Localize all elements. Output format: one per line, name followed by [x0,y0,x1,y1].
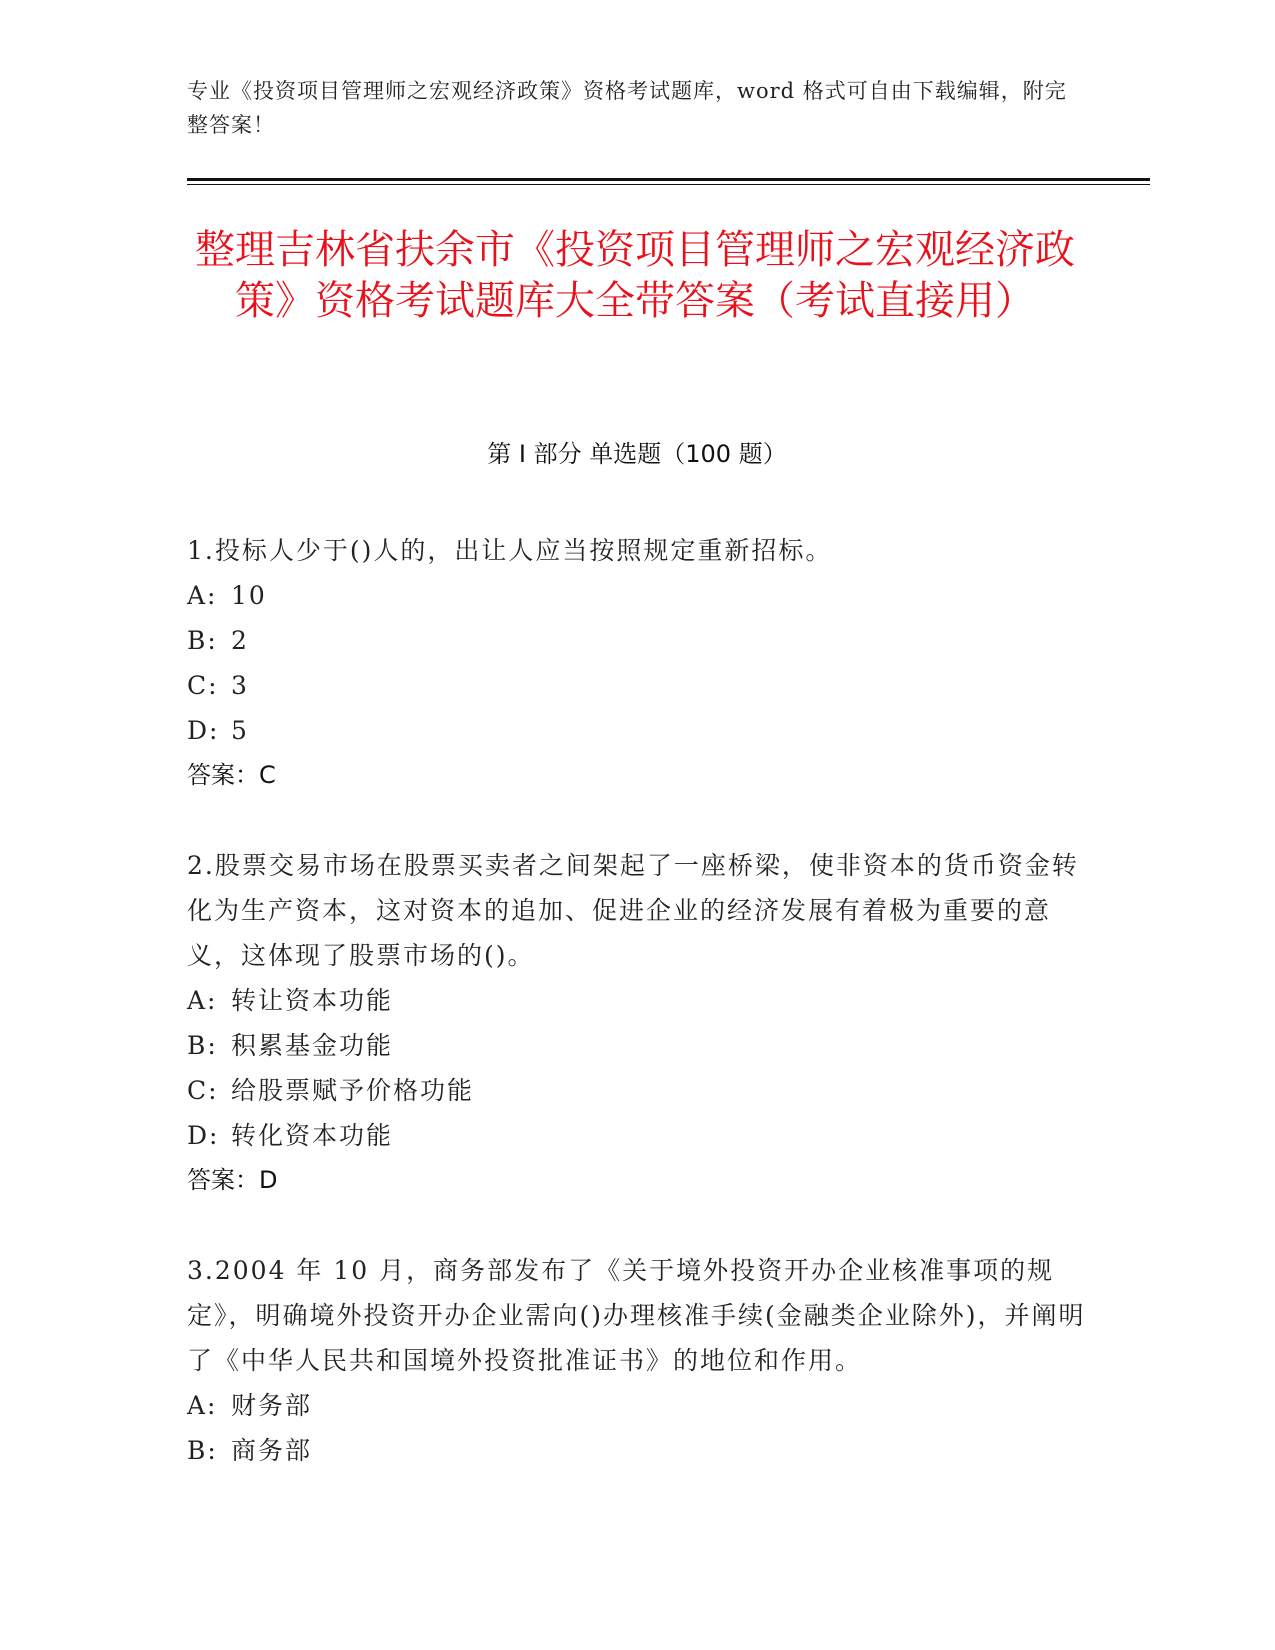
option-text: 2 [231,626,249,655]
option-text: 给股票赋予价格功能 [231,1076,475,1105]
section-heading: 第 I 部分 单选题（100 题） [487,440,787,468]
option-text: 转化资本功能 [231,1121,394,1150]
option-a [187,1383,1087,1428]
option-a [187,978,1087,1023]
answer: 答案：C [187,761,276,789]
option-letter: D: [187,716,220,745]
option-letter: C: [187,671,219,700]
option-b [187,1023,1087,1068]
header-divider [187,178,1150,181]
option-text: 3 [231,671,249,700]
option-text: 10 [231,581,267,610]
option-c [187,1068,1087,1113]
option-b [187,618,1087,663]
question-stem: 1.投标人少于()人的，出让人应当按照规定重新招标。 [187,536,833,565]
document-title: 整理吉林省扶余市《投资项目管理师之宏观经济政策》资格考试题库大全带答案（考试直接用） [195,227,1075,324]
option-text: 商务部 [231,1436,313,1465]
option-letter: A: [187,986,218,1015]
option-letter: B: [187,626,218,655]
option-letter: C: [187,1076,219,1105]
option-letter: B: [187,1031,218,1060]
answer: 答案：D [187,1166,278,1194]
question-list [187,528,1087,1518]
header-note: 专业《投资项目管理师之宏观经济政策》资格考试题库，word 格式可自由下载编辑，附完整答案！ [187,79,1067,137]
question-stem: 3.2004 年 10 月，商务部发布了《关于境外投资开办企业核准事项的规定》，明确境外投资开办企业需向()办理核准手续(金融类企业除外)，并阐明了《中华人民共和国境外投资批准证书》的地位和作用。 [187,1256,1086,1375]
option-text: 积累基金功能 [231,1031,394,1060]
option-text: 财务部 [231,1391,313,1420]
option-a [187,573,1087,618]
option-letter: A: [187,1391,218,1420]
question-2 [187,843,1087,1203]
option-d [187,708,1087,753]
question-stem: 2.股票交易市场在股票买卖者之间架起了一座桥梁，使非资本的货币资金转化为生产资本，这对资本的追加、促进企业的经济发展有着极为重要的意义，这体现了股票市场的()。 [187,851,1079,970]
option-b [187,1428,1087,1473]
option-letter: D: [187,1121,220,1150]
option-text: 转让资本功能 [231,986,394,1015]
option-letter: A: [187,581,218,610]
option-d [187,1113,1087,1158]
option-c [187,663,1087,708]
option-text: 5 [231,716,249,745]
option-letter: B: [187,1436,218,1465]
header-divider-thin [187,184,1150,185]
question-3 [187,1248,1087,1473]
question-1 [187,528,1087,798]
